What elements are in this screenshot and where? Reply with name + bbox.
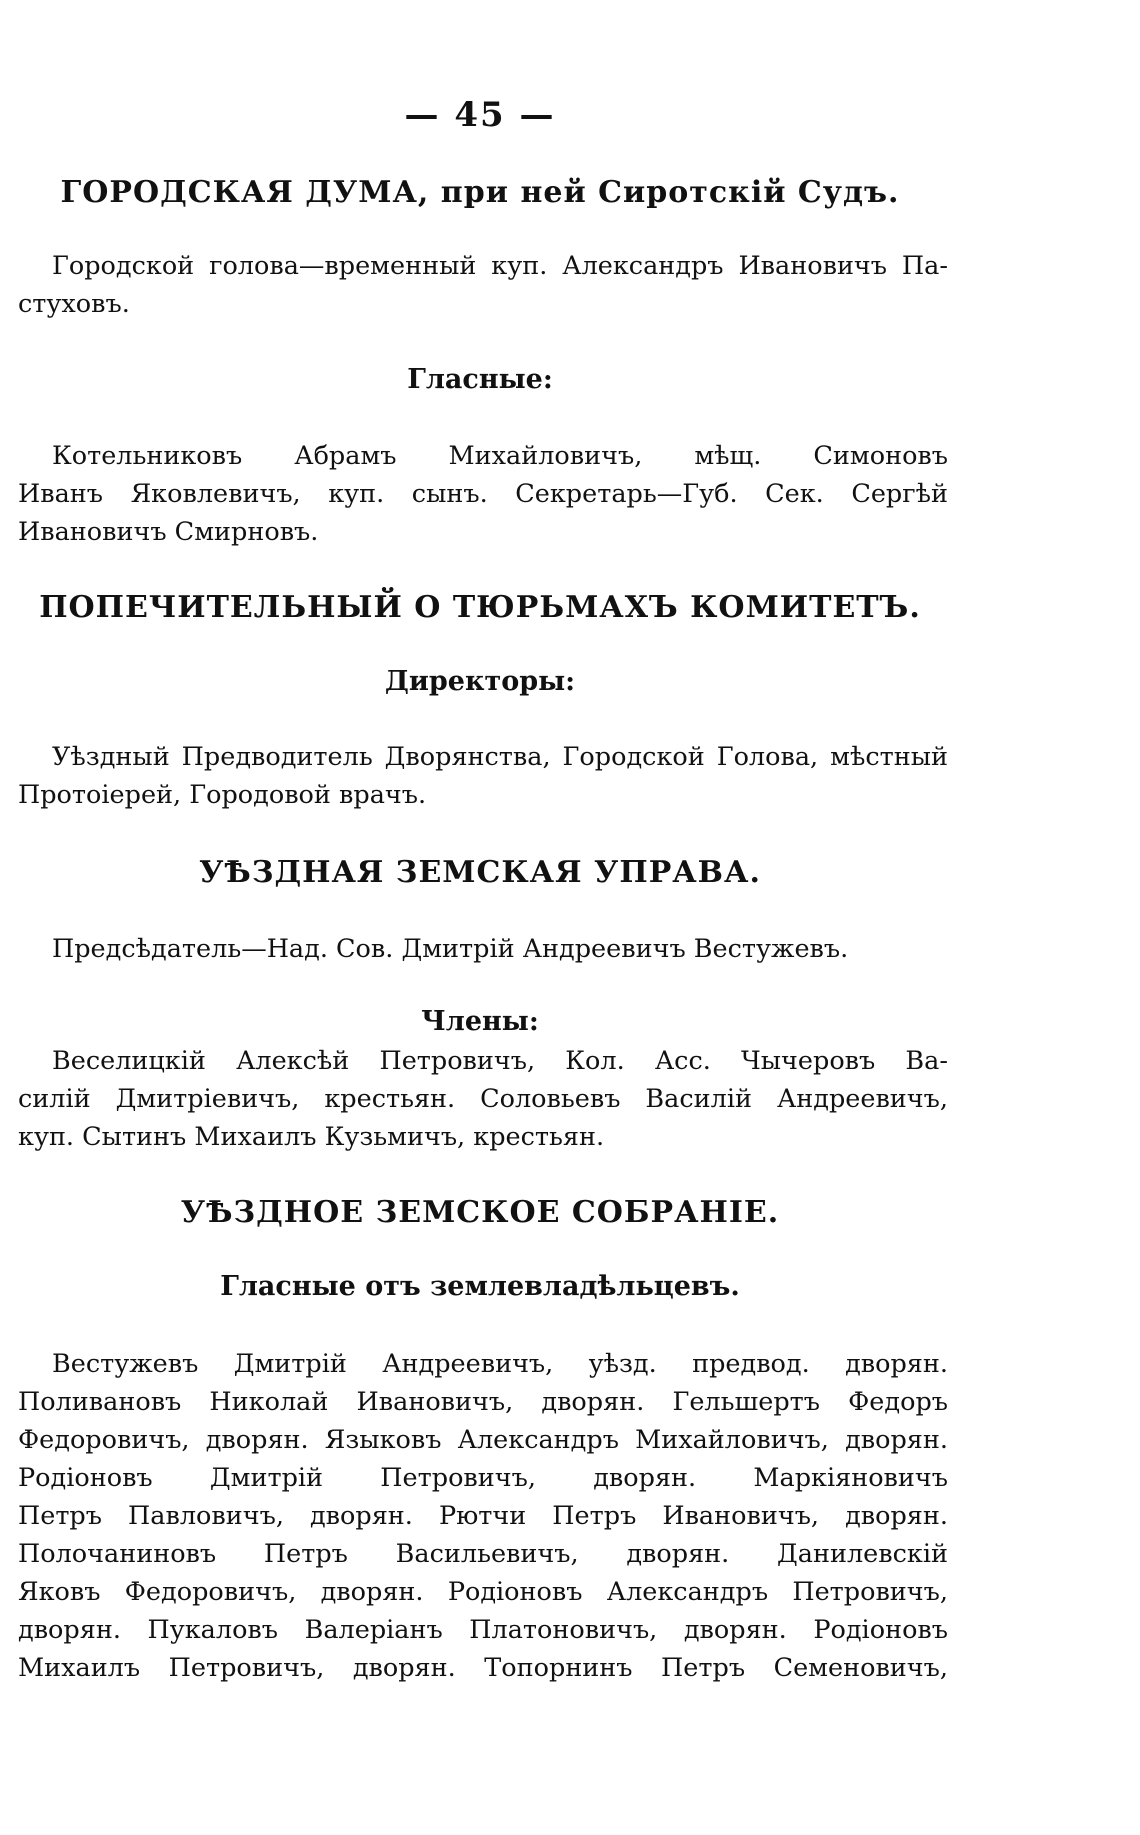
- text-line: Вестужевъ Дмитрій Андреевичъ, уѣзд. предвод. дворян.: [52, 1349, 948, 1379]
- paragraph-committee: [18, 738, 948, 814]
- text-line: Котельниковъ Абрамъ Михайловичъ, мѣщ. Симоновъ: [52, 441, 948, 471]
- text-line: Родіоновъ Дмитрій Петровичъ, дворян. Маркіяновичъ: [18, 1463, 948, 1493]
- subsection-title-directors: Директоры:: [384, 666, 576, 697]
- subsection-title-glasnye: Гласные:: [407, 364, 553, 395]
- text-line: Яковъ Федоровичъ, дворян. Родіоновъ Александръ Петровичъ,: [18, 1577, 948, 1607]
- paragraph-uprava-chair: [18, 930, 948, 968]
- section-title-uprava: УѢЗДНАЯ ЗЕМСКАЯ УПРАВА.: [199, 855, 761, 890]
- text-line: Михаилъ Петровичъ, дворян. Топорнинъ Петръ Семеновичъ,: [18, 1653, 948, 1683]
- text-line: Поливановъ Николай Ивановичъ, дворян. Гельшертъ Федоръ: [18, 1387, 948, 1417]
- text-line: Уѣздный Предводитель Дворянства, Городской Голова, мѣстный: [52, 742, 948, 772]
- text-line: стуховъ.: [18, 289, 130, 319]
- text-line: куп. Сытинъ Михаилъ Кузьмичъ, крестьян.: [18, 1122, 605, 1152]
- text-line: Петръ Павловичъ, дворян. Рютчи Петръ Ивановичъ, дворян.: [18, 1501, 948, 1531]
- section-title-duma: ГОРОДСКАЯ ДУМА, при ней Сиротскій Судъ.: [60, 175, 900, 210]
- text-line: Предсѣдатель—Над. Сов. Дмитрій Андреевичъ Вестужевъ.: [52, 934, 849, 964]
- text-line: дворян. Пукаловъ Валеріанъ Платоновичъ, дворян. Родіоновъ: [18, 1615, 948, 1645]
- paragraph-sobranie: [18, 1345, 948, 1687]
- text-line: Ивановичъ Смирновъ.: [18, 517, 319, 547]
- subsection-title-members: Члены:: [421, 1006, 539, 1037]
- paragraph-duma-head: [18, 247, 948, 323]
- text-line: Веселицкій Алексѣй Петровичъ, Кол. Асс. Чычеровъ Ва-: [52, 1046, 948, 1076]
- text-line: Иванъ Яковлевичъ, куп. сынъ. Секретарь—Губ. Сек. Сергѣй: [18, 479, 948, 509]
- paragraph-duma-glasnye: [18, 437, 948, 551]
- text-line: Полочаниновъ Петръ Васильевичъ, дворян. Данилевскій: [18, 1539, 948, 1569]
- text-line: Федоровичъ, дворян. Языковъ Александръ Михайловичъ, дворян.: [18, 1425, 948, 1455]
- subsection-title-landowners: Гласные отъ землевладѣльцевъ.: [220, 1271, 740, 1302]
- section-title-sobranie: УѢЗДНОЕ ЗЕМСКОЕ СОБРАНІЕ.: [180, 1195, 780, 1230]
- section-title-committee: ПОПЕЧИТЕЛЬНЫЙ О ТЮРЬМАХЪ КОМИТЕТЪ.: [39, 590, 921, 625]
- text-line: силій Дмитріевичъ, крестьян. Соловьевъ Василій Андреевичъ,: [18, 1084, 948, 1114]
- page-number: — 45 —: [404, 95, 556, 135]
- text-line: Протоіерей, Городовой врачъ.: [18, 780, 427, 810]
- paragraph-uprava-members: [18, 1042, 948, 1156]
- text-line: Городской голова—временный куп. Александръ Ивановичъ Па-: [52, 251, 948, 281]
